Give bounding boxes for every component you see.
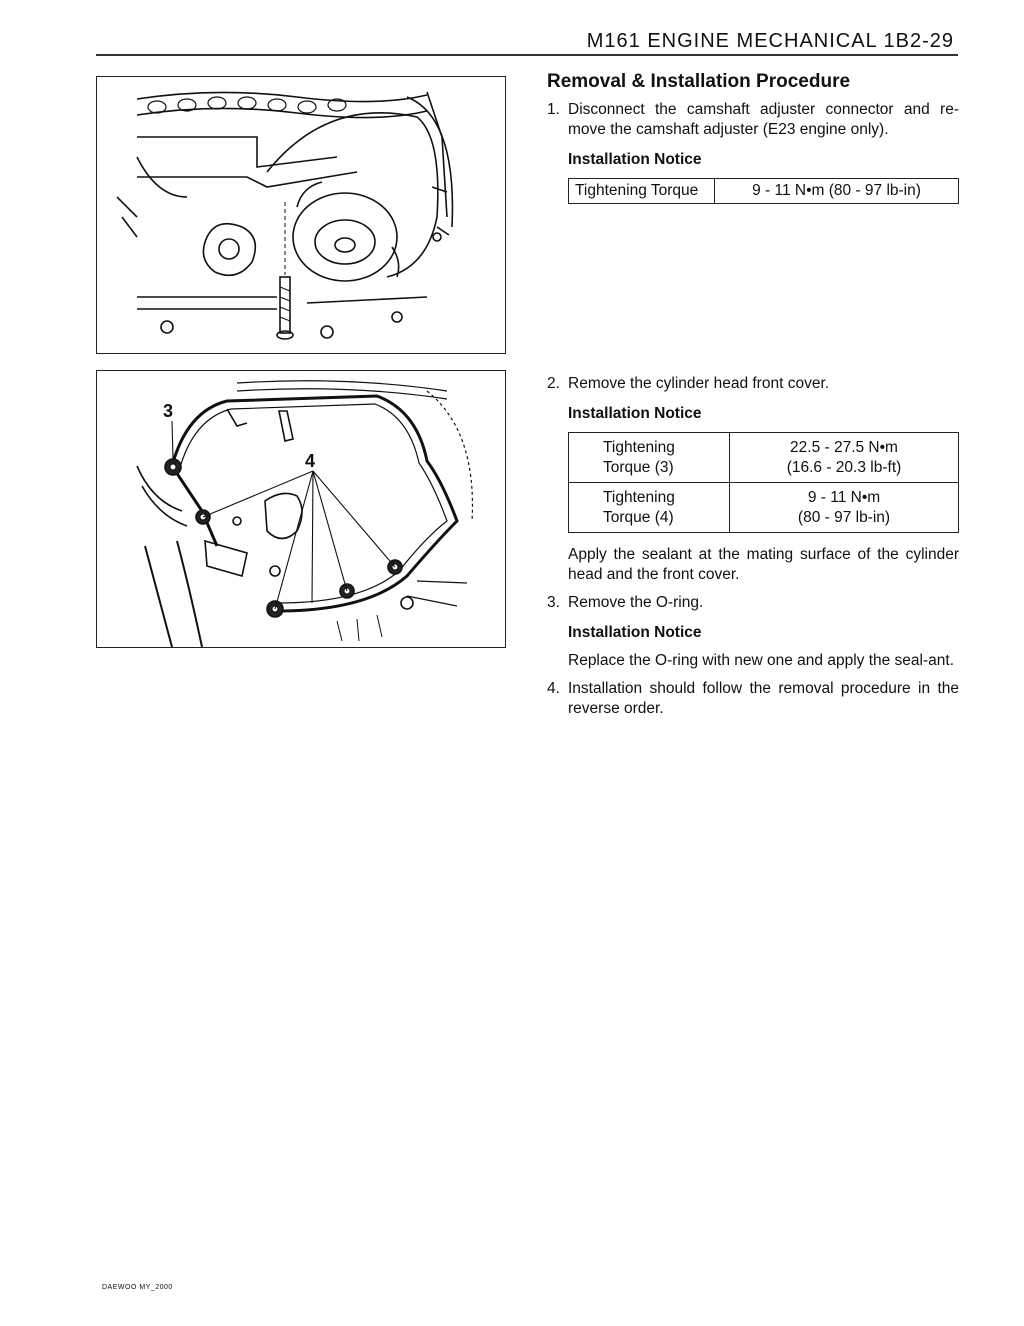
- torque-value-line: (80 - 97 lb-in): [797, 508, 891, 526]
- torque-table-2: [568, 432, 959, 533]
- step-number: 1.: [547, 101, 560, 118]
- step-number: 2.: [547, 375, 560, 392]
- torque-label-line: Torque (4): [603, 508, 674, 526]
- torque-label: [569, 433, 730, 483]
- step-4: [547, 679, 959, 719]
- torque-label-line: Tightening: [603, 438, 675, 456]
- torque-value-line: 22.5 - 27.5 N•m: [790, 438, 898, 456]
- sealant-note: Apply the sealant at the mating surface of the cylinder head and the front cover.: [568, 546, 959, 583]
- torque-value-line: 9 - 11 N•m: [807, 488, 881, 506]
- installation-notice-label: Installation Notice: [568, 405, 702, 422]
- page-header-title: M161 ENGINE MECHANICAL 1B2-29: [586, 30, 954, 52]
- step-text: Disconnect the camshaft adjuster connector and re-move the camshaft adjuster (E23 engine only).: [568, 101, 959, 138]
- section-title: Removal & Installation Procedure: [547, 71, 851, 92]
- callout-3: 3: [163, 401, 174, 421]
- torque-value: [730, 433, 959, 483]
- torque-value: 9 - 11 N•m (80 - 97 lb-in): [715, 179, 959, 204]
- oring-note: Replace the O-ring with new one and apply the seal-ant.: [568, 652, 955, 669]
- torque-label: [569, 483, 730, 533]
- table-row: [569, 179, 959, 204]
- torque-value-line: (16.6 - 20.3 lb-ft): [786, 458, 902, 476]
- step-text: Installation should follow the removal procedure in the reverse order.: [568, 680, 959, 717]
- table-row: [569, 433, 959, 483]
- torque-value: [730, 483, 959, 533]
- torque-label-line: Torque (3): [603, 458, 674, 476]
- header-rule: [96, 54, 958, 56]
- front-cover-illustration: [96, 370, 506, 648]
- step-text: Remove the O-ring.: [568, 594, 704, 611]
- step-1: [547, 100, 959, 140]
- table-row: [569, 483, 959, 533]
- step-number: 3.: [547, 594, 560, 611]
- camshaft-adjuster-illustration: [96, 76, 506, 354]
- torque-label-line: Tightening: [603, 488, 675, 506]
- torque-table-1: [568, 178, 959, 204]
- procedure-content: [547, 70, 959, 727]
- step-2: [547, 374, 959, 394]
- installation-notice-label: Installation Notice: [568, 151, 702, 168]
- installation-notice-label: Installation Notice: [568, 624, 702, 641]
- torque-label: Tightening Torque: [569, 179, 715, 204]
- callout-4: 4: [305, 451, 316, 471]
- step-number: 4.: [547, 680, 560, 697]
- footer-text: DAEWOO MY_2000: [102, 1284, 173, 1291]
- step-text: Remove the cylinder head front cover.: [568, 375, 830, 392]
- step-3: [547, 593, 959, 613]
